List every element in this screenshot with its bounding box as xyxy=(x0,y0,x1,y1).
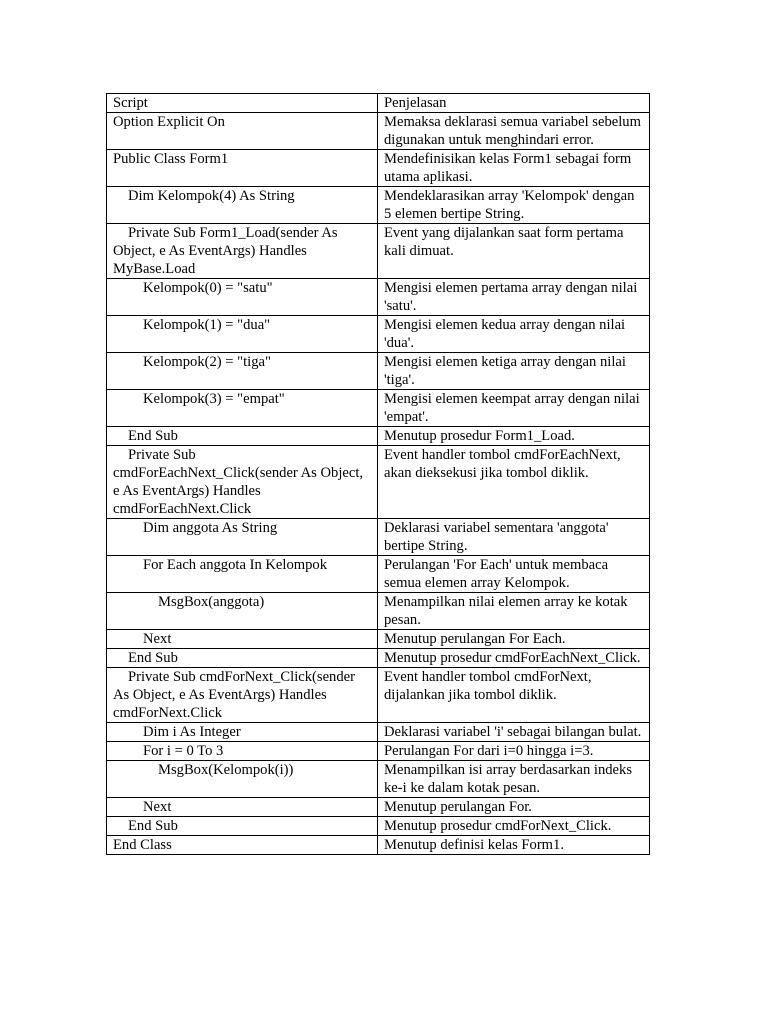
explanation-cell: Menampilkan nilai elemen array ke kotak pesan. xyxy=(378,593,650,630)
code-line: End Sub xyxy=(128,818,178,834)
script-cell xyxy=(107,279,378,316)
code-line: Kelompok(3) = "empat" xyxy=(143,391,285,407)
code-line: Dim anggota As String xyxy=(143,520,278,536)
script-cell xyxy=(107,649,378,668)
table-row xyxy=(107,519,650,556)
table-row xyxy=(107,723,650,742)
script-cell xyxy=(107,742,378,761)
header-explanation: Penjelasan xyxy=(378,94,650,113)
code-line: Private Sub cmdForEachNext_Click(sender As Object, e As EventArgs) Handles cmdForEachNext.Click xyxy=(113,447,364,517)
script-cell xyxy=(107,836,378,855)
explanation-cell: Deklarasi variabel sementara 'anggota' bertipe String. xyxy=(378,519,650,556)
explanation-cell: Memaksa deklarasi semua variabel sebelum digunakan untuk menghindari error. xyxy=(378,113,650,150)
script-cell xyxy=(107,723,378,742)
explanation-cell: Menampilkan isi array berdasarkan indeks ke-i ke dalam kotak pesan. xyxy=(378,761,650,798)
code-line: Kelompok(0) = "satu" xyxy=(143,280,273,296)
code-line: Option Explicit On xyxy=(113,114,225,130)
table-row xyxy=(107,742,650,761)
header-script: Script xyxy=(107,94,378,113)
table-row xyxy=(107,279,650,316)
code-line: For i = 0 To 3 xyxy=(143,743,224,759)
script-explanation-table xyxy=(106,93,650,855)
script-cell xyxy=(107,353,378,390)
table-row xyxy=(107,316,650,353)
code-line: For Each anggota In Kelompok xyxy=(143,557,327,573)
script-cell xyxy=(107,224,378,279)
code-line: Next xyxy=(143,799,172,815)
code-line: MsgBox(Kelompok(i)) xyxy=(158,762,294,778)
script-cell xyxy=(107,113,378,150)
script-cell xyxy=(107,427,378,446)
table-row xyxy=(107,630,650,649)
explanation-cell: Menutup perulangan For. xyxy=(378,798,650,817)
code-line: End Sub xyxy=(128,650,178,666)
table-row xyxy=(107,224,650,279)
table-row xyxy=(107,761,650,798)
script-cell xyxy=(107,150,378,187)
script-cell xyxy=(107,761,378,798)
script-cell xyxy=(107,519,378,556)
script-cell xyxy=(107,668,378,723)
table-row xyxy=(107,649,650,668)
table-row xyxy=(107,556,650,593)
code-line: Private Sub cmdForNext_Click(sender As Object, e As EventArgs) Handles cmdForNext.Click xyxy=(113,669,355,721)
script-cell xyxy=(107,630,378,649)
table-row xyxy=(107,446,650,519)
explanation-cell: Mengisi elemen kedua array dengan nilai 'dua'. xyxy=(378,316,650,353)
code-line: End Class xyxy=(113,837,172,853)
script-cell xyxy=(107,798,378,817)
explanation-cell: Event handler tombol cmdForEachNext, akan dieksekusi jika tombol diklik. xyxy=(378,446,650,519)
script-cell xyxy=(107,817,378,836)
table-row xyxy=(107,150,650,187)
code-line: Dim Kelompok(4) As String xyxy=(128,188,295,204)
table-row xyxy=(107,187,650,224)
explanation-cell: Mendeklarasikan array 'Kelompok' dengan 5 elemen bertipe String. xyxy=(378,187,650,224)
script-cell xyxy=(107,316,378,353)
code-line: Dim i As Integer xyxy=(143,724,241,740)
script-cell xyxy=(107,446,378,519)
table-row xyxy=(107,113,650,150)
table-header-row xyxy=(107,94,650,113)
explanation-cell: Perulangan For dari i=0 hingga i=3. xyxy=(378,742,650,761)
script-cell xyxy=(107,556,378,593)
table-row xyxy=(107,390,650,427)
table-row xyxy=(107,353,650,390)
code-line: MsgBox(anggota) xyxy=(158,594,265,610)
script-cell xyxy=(107,187,378,224)
table-row xyxy=(107,593,650,630)
table-row xyxy=(107,798,650,817)
explanation-cell: Mengisi elemen ketiga array dengan nilai 'tiga'. xyxy=(378,353,650,390)
script-cell xyxy=(107,593,378,630)
explanation-cell: Event yang dijalankan saat form pertama kali dimuat. xyxy=(378,224,650,279)
code-line: Next xyxy=(143,631,172,647)
code-line: Public Class Form1 xyxy=(113,151,229,167)
explanation-cell: Menutup prosedur Form1_Load. xyxy=(378,427,650,446)
explanation-cell: Mengisi elemen pertama array dengan nilai 'satu'. xyxy=(378,279,650,316)
explanation-cell: Mengisi elemen keempat array dengan nilai 'empat'. xyxy=(378,390,650,427)
explanation-cell: Menutup prosedur cmdForEachNext_Click. xyxy=(378,649,650,668)
code-line: Private Sub Form1_Load(sender As Object, e As EventArgs) Handles MyBase.Load xyxy=(113,225,338,277)
table-row xyxy=(107,668,650,723)
table-row xyxy=(107,817,650,836)
code-line: End Sub xyxy=(128,428,178,444)
code-line: Kelompok(1) = "dua" xyxy=(143,317,271,333)
explanation-cell: Deklarasi variabel 'i' sebagai bilangan bulat. xyxy=(378,723,650,742)
table-row xyxy=(107,427,650,446)
explanation-cell: Menutup prosedur cmdForNext_Click. xyxy=(378,817,650,836)
explanation-cell: Event handler tombol cmdForNext, dijalankan jika tombol diklik. xyxy=(378,668,650,723)
explanation-cell: Menutup definisi kelas Form1. xyxy=(378,836,650,855)
table-row xyxy=(107,836,650,855)
explanation-cell: Perulangan 'For Each' untuk membaca semua elemen array Kelompok. xyxy=(378,556,650,593)
explanation-cell: Menutup perulangan For Each. xyxy=(378,630,650,649)
explanation-cell: Mendefinisikan kelas Form1 sebagai form utama aplikasi. xyxy=(378,150,650,187)
code-line: Kelompok(2) = "tiga" xyxy=(143,354,271,370)
script-cell xyxy=(107,390,378,427)
